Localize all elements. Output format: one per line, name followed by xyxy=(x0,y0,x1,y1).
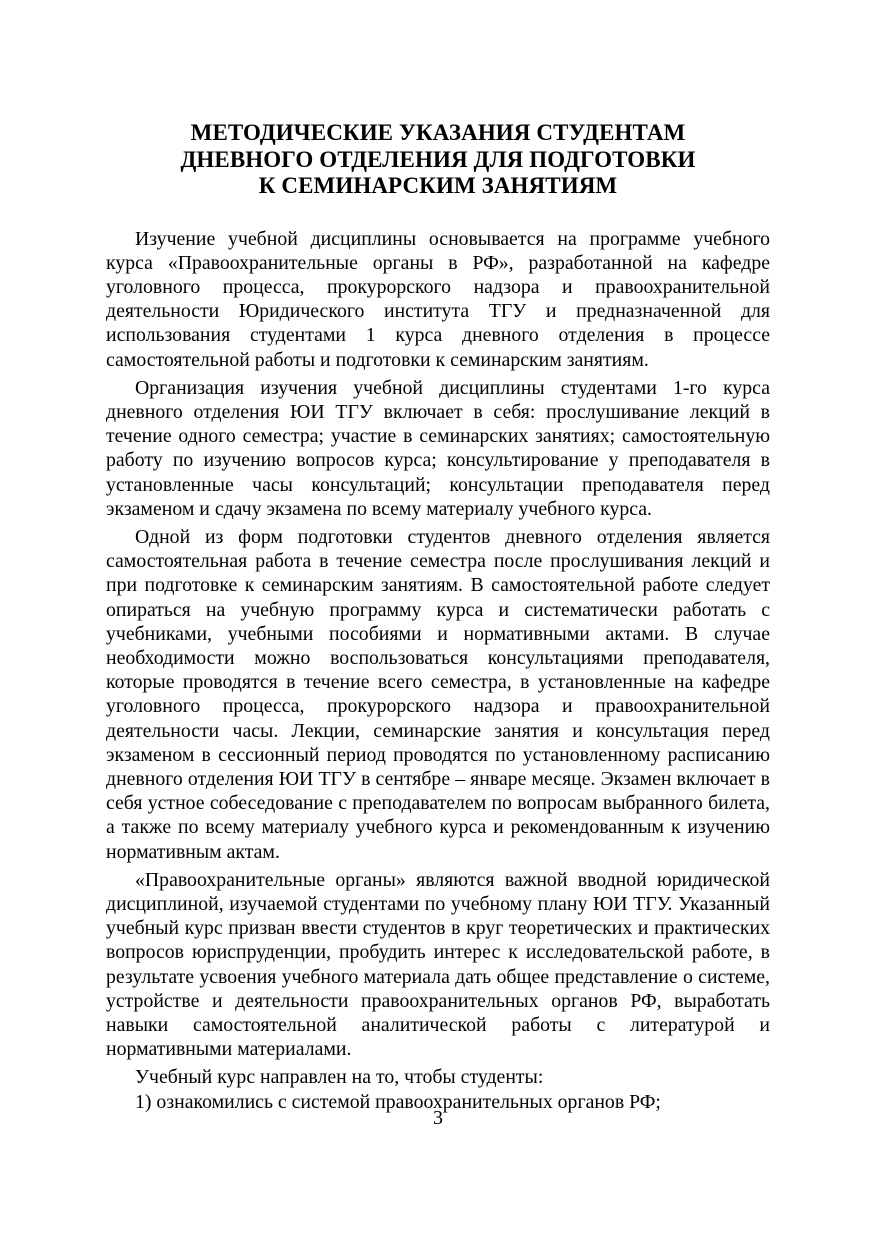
page-number: 3 xyxy=(433,1107,443,1129)
title-line: МЕТОДИЧЕСКИЕ УКАЗАНИЯ СТУДЕНТАМ xyxy=(190,120,686,145)
paragraph-study-organization: Организация изучения учебной дисциплины студентами 1-го курса дневного отделения ЮИ ТГУ включает в себя: прослушивание лекций в течение одного семестра; участие в семинарских занятиях; самостоятельную работу по изучению вопросов курса; консультирование у преподавателя в установленные часы консультаций; консультации преподавателя перед экзаменом и сдачу экзамена по всему материалу учебного курса. xyxy=(106,376,770,520)
title-line: ДНЕВНОГО ОТДЕЛЕНИЯ ДЛЯ ПОДГОТОВКИ xyxy=(180,146,696,172)
paragraph-self-study: Одной из форм подготовки студентов дневного отделения является самостоятельная работа в течение семестра после прослушивания лекций и при подготовке к семинарским занятиям. В самостоятельной работе следует опираться на учебную программу курса и систематически работать с учебниками, учебными пособиями и нормативными актами. В случае необходимости можно воспользоваться консультациями преподавателя, которые проводятся в течение всего семестра, в установленные на кафедре уголовного процесса, прокурорского надзора и правоохранительной деятельности часы. Лекции, семинарские занятия и консультация перед экзаменом в сессионный период проводятся по установленному расписанию дневного отделения ЮИ ТГУ в сентябре – январе месяце. Экзамен включает в себя устное собеседование с преподавателем по вопросам выбранного билета, а также по всему материалу учебного курса и рекомендованным к изучению нормативным актам. xyxy=(106,525,770,863)
list-intro: Учебный курс направлен на то, чтобы студенты: xyxy=(135,1066,544,1089)
paragraph-course-basis: Изучение учебной дисциплины основывается на программе учебного курса «Правоохранительные органы в РФ», разработанной на кафедре уголовного процесса, прокурорского надзора и правоохранительной деятельности Юридического института ТГУ и предназначенной для использования студентами 1 курса дневного отделения в процессе самостоятельной работы и подготовки к семинарским занятиям. xyxy=(106,227,770,371)
document-page xyxy=(106,120,770,1114)
document-title xyxy=(106,120,770,200)
title-line: К СЕМИНАРСКИМ ЗАНЯТИЯМ xyxy=(258,173,618,198)
paragraph-course-purpose: «Правоохранительные органы» являются важной вводной юридической дисциплиной, изучаемой студентами по учебному плану ЮИ ТГУ. Указанный учебный курс призван ввести студентов в круг теоретических и практических вопросов юриспруденции, пробудить интерес к исследовательской работе, в результате усвоения учебного материала дать общее представление о системе, устройстве и деятельности правоохранительных органов РФ, выработать навыки самостоятельной аналитической работы с литературой и нормативными материалами. xyxy=(106,868,770,1061)
list-item: 1) ознакомились с системой правоохранительных органов РФ; xyxy=(135,1090,661,1113)
